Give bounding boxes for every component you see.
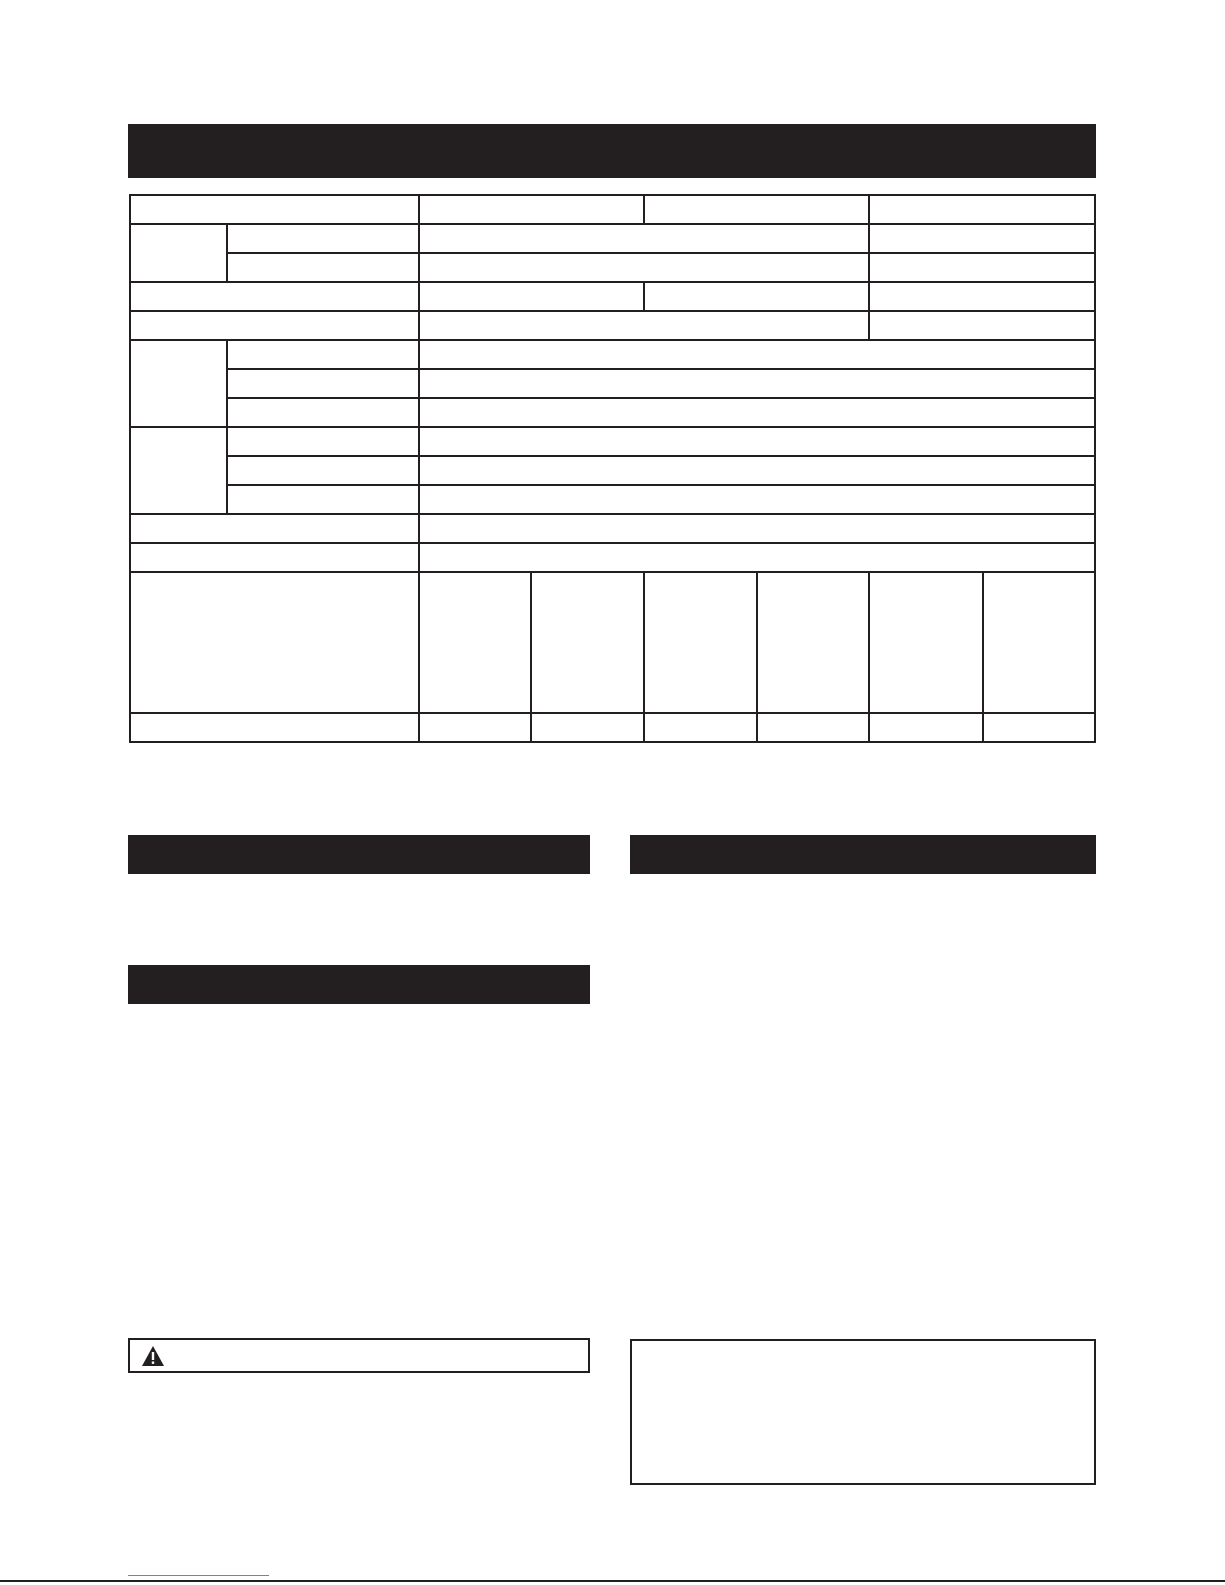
table-cell [531, 713, 643, 742]
table-cell [130, 282, 419, 311]
table-cell [130, 195, 419, 224]
table-cell [419, 398, 1095, 427]
table-cell [227, 224, 419, 253]
table-cell [130, 224, 227, 282]
note-box [630, 1339, 1096, 1485]
table-cell [419, 195, 644, 224]
table-cell [130, 543, 419, 572]
table-cell [869, 195, 1095, 224]
table-cell [419, 485, 1095, 514]
table-cell [227, 340, 419, 369]
table-cell [227, 427, 419, 456]
table-row [130, 485, 1095, 514]
table-row [130, 311, 1095, 340]
table-cell [419, 456, 1095, 485]
table-cell [644, 713, 757, 742]
table-row [130, 572, 1095, 713]
table-row [130, 427, 1095, 456]
table-cell [130, 340, 227, 427]
table-cell [419, 543, 1095, 572]
section-header-left-top [128, 835, 590, 874]
table-cell [419, 340, 1095, 369]
table-cell [869, 572, 982, 713]
table-cell [130, 514, 419, 543]
table-cell [419, 713, 531, 742]
table-cell [644, 572, 757, 713]
specification-table [129, 194, 1096, 743]
table-cell [757, 572, 869, 713]
section-header-right-top [630, 835, 1096, 874]
table-cell [419, 311, 869, 340]
table-cell [419, 369, 1095, 398]
table-cell [757, 713, 869, 742]
table-cell [130, 311, 419, 340]
table-row [130, 224, 1095, 253]
table-cell [227, 456, 419, 485]
warning-triangle-icon [141, 1345, 165, 1367]
table-cell [130, 427, 227, 514]
table-cell [869, 224, 1095, 253]
table-row [130, 195, 1095, 224]
table-cell [419, 514, 1095, 543]
section-header-left-middle [128, 965, 590, 1004]
table-cell [227, 253, 419, 282]
table-cell [869, 311, 1095, 340]
table-row [130, 514, 1095, 543]
caution-box [128, 1338, 590, 1373]
table-cell [869, 713, 982, 742]
table-cell [531, 572, 643, 713]
table-cell [983, 572, 1095, 713]
table-cell [644, 195, 870, 224]
table-cell [869, 253, 1095, 282]
table-row [130, 713, 1095, 742]
table-row [130, 369, 1095, 398]
table-cell [130, 572, 419, 713]
table-row [130, 543, 1095, 572]
table-row [130, 340, 1095, 369]
page-title-bar [128, 124, 1096, 178]
table-cell [227, 369, 419, 398]
table-cell [983, 713, 1095, 742]
table-cell [419, 572, 531, 713]
table-row [130, 398, 1095, 427]
table-cell [227, 485, 419, 514]
bottom-rule [0, 1580, 1225, 1582]
table-row [130, 282, 1095, 311]
table-row [130, 456, 1095, 485]
table-cell [644, 282, 870, 311]
table-cell [419, 224, 869, 253]
table-cell [419, 282, 644, 311]
table-row [130, 253, 1095, 282]
table-cell [419, 427, 1095, 456]
table-cell [869, 282, 1095, 311]
footer-link[interactable] [128, 1575, 269, 1576]
table-cell [227, 398, 419, 427]
table-cell [419, 253, 869, 282]
table-cell [130, 713, 419, 742]
